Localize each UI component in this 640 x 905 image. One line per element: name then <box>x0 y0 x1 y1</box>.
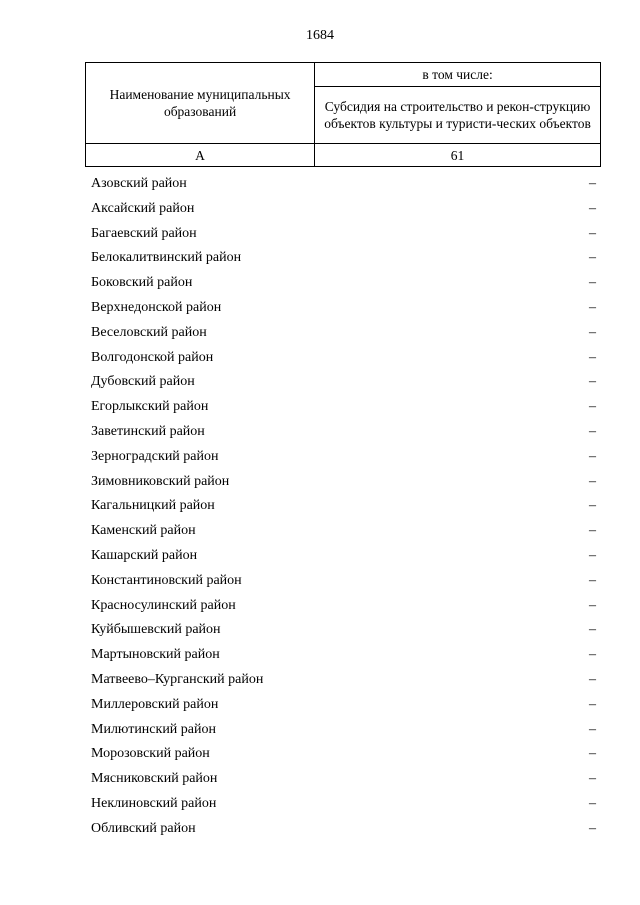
page-number: 1684 <box>306 28 334 43</box>
subsidy-value: – <box>589 299 596 315</box>
subsidy-value: – <box>589 647 596 663</box>
table-row <box>85 172 601 197</box>
municipality-name: Милютинский район <box>91 721 217 737</box>
subsidy-value: – <box>589 671 596 687</box>
table-row <box>85 445 601 470</box>
subsidy-value: – <box>589 324 596 340</box>
subsidy-value: – <box>589 473 596 489</box>
subsidy-value: – <box>589 176 596 191</box>
municipality-name: Веселовский район <box>91 324 207 340</box>
table-row <box>85 742 601 767</box>
table-row <box>85 569 601 594</box>
municipality-name: Кагальницкий район <box>91 498 215 514</box>
table-body <box>85 172 601 842</box>
subsidy-value: – <box>589 374 596 390</box>
municipality-name: Морозовский район <box>91 746 210 762</box>
header-index-name: А <box>86 144 315 167</box>
table-row <box>85 346 601 371</box>
table-row <box>85 494 601 519</box>
municipality-name: Аксайский район <box>91 200 195 216</box>
subsidy-value: – <box>589 622 596 638</box>
subsidy-value: – <box>589 399 596 415</box>
municipality-name: Каменский район <box>91 523 196 539</box>
table-row <box>85 222 601 247</box>
municipality-name: Зерноградский район <box>91 448 219 464</box>
municipality-name: Егорлыкский район <box>91 399 209 415</box>
table-row <box>85 693 601 718</box>
table-row <box>85 792 601 817</box>
municipality-name: Волгодонской район <box>91 349 214 365</box>
municipality-name: Красносулинский район <box>91 597 236 613</box>
subsidy-value: – <box>589 349 596 365</box>
municipality-name: Верхнедонской район <box>91 299 222 315</box>
table-row <box>85 519 601 544</box>
table-row <box>85 395 601 420</box>
subsidy-value: – <box>589 225 596 241</box>
table-row <box>85 420 601 445</box>
municipality-name: Неклиновский район <box>91 795 217 811</box>
header-subsidy-label: Субсидия на строительство и рекон-струкцию объектов культуры и туристи-ческих объектов <box>315 87 601 144</box>
subsidy-value: – <box>589 200 596 216</box>
header-including-label: в том числе: <box>315 63 601 87</box>
table-header <box>85 62 601 167</box>
subsidy-value: – <box>589 721 596 737</box>
table-row <box>85 767 601 792</box>
subsidy-value: – <box>589 820 596 836</box>
table-row <box>85 370 601 395</box>
subsidy-value: – <box>589 696 596 712</box>
table-row <box>85 718 601 743</box>
municipality-name: Мартыновский район <box>91 647 220 663</box>
municipality-name: Белокалитвинский район <box>91 250 242 266</box>
municipality-name: Заветинский район <box>91 423 205 439</box>
municipality-name: Азовский район <box>91 176 187 191</box>
municipality-name: Дубовский район <box>91 374 195 390</box>
subsidy-value: – <box>589 771 596 787</box>
subsidy-value: – <box>589 498 596 514</box>
subsidy-value: – <box>589 523 596 539</box>
table-row <box>85 544 601 569</box>
subsidy-value: – <box>589 795 596 811</box>
table-row <box>85 594 601 619</box>
municipality-name: Мясниковский район <box>91 771 218 787</box>
header-municipality-name: Наименование муниципальных образований <box>86 63 315 144</box>
subsidy-value: – <box>589 547 596 563</box>
subsidy-value: – <box>589 448 596 464</box>
municipality-name: Обливский район <box>91 820 196 836</box>
subsidy-value: – <box>589 250 596 266</box>
subsidy-value: – <box>589 275 596 291</box>
municipality-name: Матвеево–Курганский район <box>91 671 264 687</box>
municipality-name: Багаевский район <box>91 225 197 241</box>
municipality-name: Константиновский район <box>91 572 242 588</box>
table-row <box>85 246 601 271</box>
municipality-name: Миллеровский район <box>91 696 219 712</box>
table-row <box>85 321 601 346</box>
municipality-name: Боковский район <box>91 275 193 291</box>
table-row <box>85 296 601 321</box>
table-row <box>85 643 601 668</box>
municipality-name: Кашарский район <box>91 547 198 563</box>
subsidy-value: – <box>589 597 596 613</box>
table-row <box>85 618 601 643</box>
subsidy-value: – <box>589 423 596 439</box>
table-row <box>85 668 601 693</box>
table-row <box>85 271 601 296</box>
municipality-name: Куйбышевский район <box>91 622 221 638</box>
header-index-subsidy: 61 <box>315 144 601 167</box>
table-row <box>85 197 601 222</box>
table-row <box>85 817 601 842</box>
municipality-name: Зимовниковский район <box>91 473 230 489</box>
table-row <box>85 470 601 495</box>
subsidy-value: – <box>589 746 596 762</box>
subsidy-value: – <box>589 572 596 588</box>
